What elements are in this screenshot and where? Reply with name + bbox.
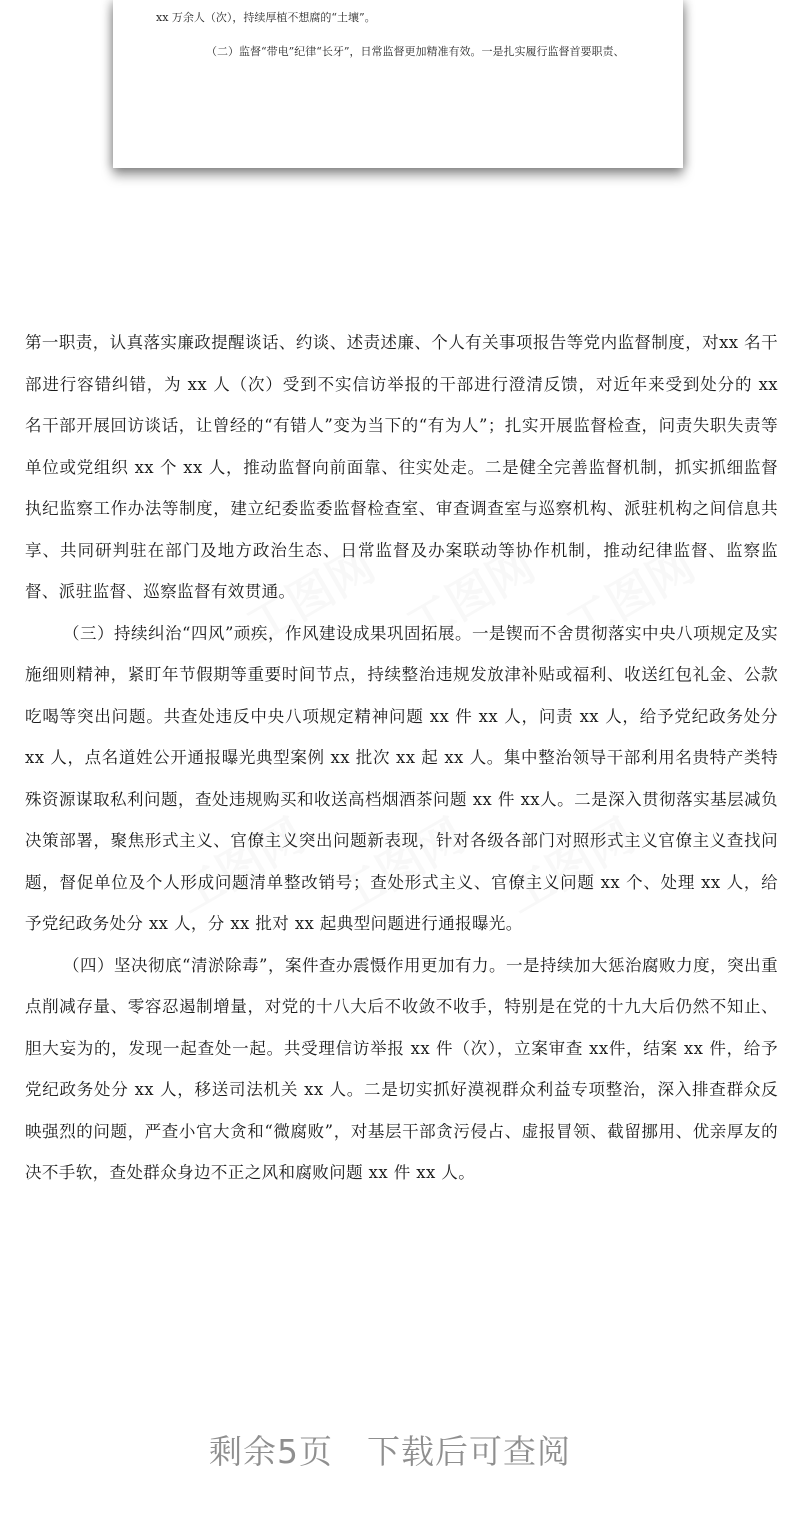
- preview-line-2: （二）监督“带电”纪律“长牙”，日常监督更加精准有效。一是扎实履行监督首要职责、: [206, 45, 625, 58]
- document-body: [25, 322, 778, 1194]
- watermark: 工图网: [237, 537, 384, 654]
- watermark: 工图网: [397, 537, 544, 654]
- watermark: 工图网: [167, 807, 314, 924]
- paragraph-continuation: 第一职责，认真落实廉政提醒谈话、约谈、述责述廉、个人有关事项报告等党内监督制度，对xx 名干部进行容错纠错，为 xx 人（次）受到不实信访举报的干部进行澄清反馈，对近年来受到处分的 xx 名干部开展回访谈话，让曾经的“有错人”变为当下的“有为人”；扎实开展监督检查，问责失职失责等单位或党组织 xx 个 xx 人，推动监督向前面靠、往实处走。二是健全完善监督机制，抓实抓细监督执纪监察工作办法等制度，建立纪委监委监督检查室、审查调查室与巡察机构、派驻机构之间信息共享、共同研判驻在部门及地方政治生态、日常监督及办案联动等协作机制，推动纪律监督、监察监督、派驻监督、巡察监督有效贯通。: [25, 333, 778, 601]
- watermark: 工图网: [497, 807, 644, 924]
- previous-page-preview: [113, 0, 683, 168]
- download-prompt[interactable]: 下载后可查阅: [367, 1432, 571, 1471]
- watermark: 工图网: [327, 807, 474, 924]
- remaining-pages-banner[interactable]: [0, 1426, 780, 1473]
- preview-line-1: xx 万余人（次），持续厚植不想腐的“土壤”。: [156, 11, 376, 24]
- paragraph-section-3: （三）持续纠治“四风”顽疾，作风建设成果巩固拓展。一是锲而不舍贯彻落实中央八项规定及实施细则精神，紧盯年节假期等重要时间节点，持续整治违规发放津补贴或福利、收送红包礼金、公款吃喝等突出问题。共查处违反中央八项规定精神问题 xx 件 xx 人，问责 xx 人，给予党纪政务处分 xx 人，点名道姓公开通报曝光典型案例 xx 批次 xx 起 xx 人。集中整治领导干部利用名贵特产类特殊资源谋取私利问题，查处违规购买和收送高档烟酒茶问题 xx 件 xx人。二是深入贯彻落实基层减负决策部署，聚焦形式主义、官僚主义突出问题新表现，针对各级各部门对照形式主义官僚主义查找问题，督促单位及个人形成问题清单整改销号；查处形式主义、官僚主义问题 xx 个、处理 xx 人，给予党纪政务处分 xx 人，分 xx 批对 xx 起典型问题进行通报曝光。: [25, 623, 778, 933]
- remaining-pages-count: 剩余5页: [209, 1432, 333, 1471]
- paragraph-section-4: （四）坚决彻底“清淤除毒”，案件查办震慑作用更加有力。一是持续加大惩治腐败力度，突出重点削减存量、零容忍遏制增量，对党的十八大后不收敛不收手，特别是在党的十九大后仍然不知止、胆大妄为的，发现一起查处一起。共受理信访举报 xx 件（次），立案审查 xx件，结案 xx 件，给予党纪政务处分 xx 人，移送司法机关 xx 人。二是切实抓好漠视群众利益专项整治，深入排查群众反映强烈的问题，严查小官大贪和“微腐败”，对基层干部贪污侵占、虚报冒领、截留挪用、优亲厚友的决不手软，查处群众身边不正之风和腐败问题 xx 件 xx 人。: [25, 955, 778, 1182]
- watermark: 工图网: [557, 537, 704, 654]
